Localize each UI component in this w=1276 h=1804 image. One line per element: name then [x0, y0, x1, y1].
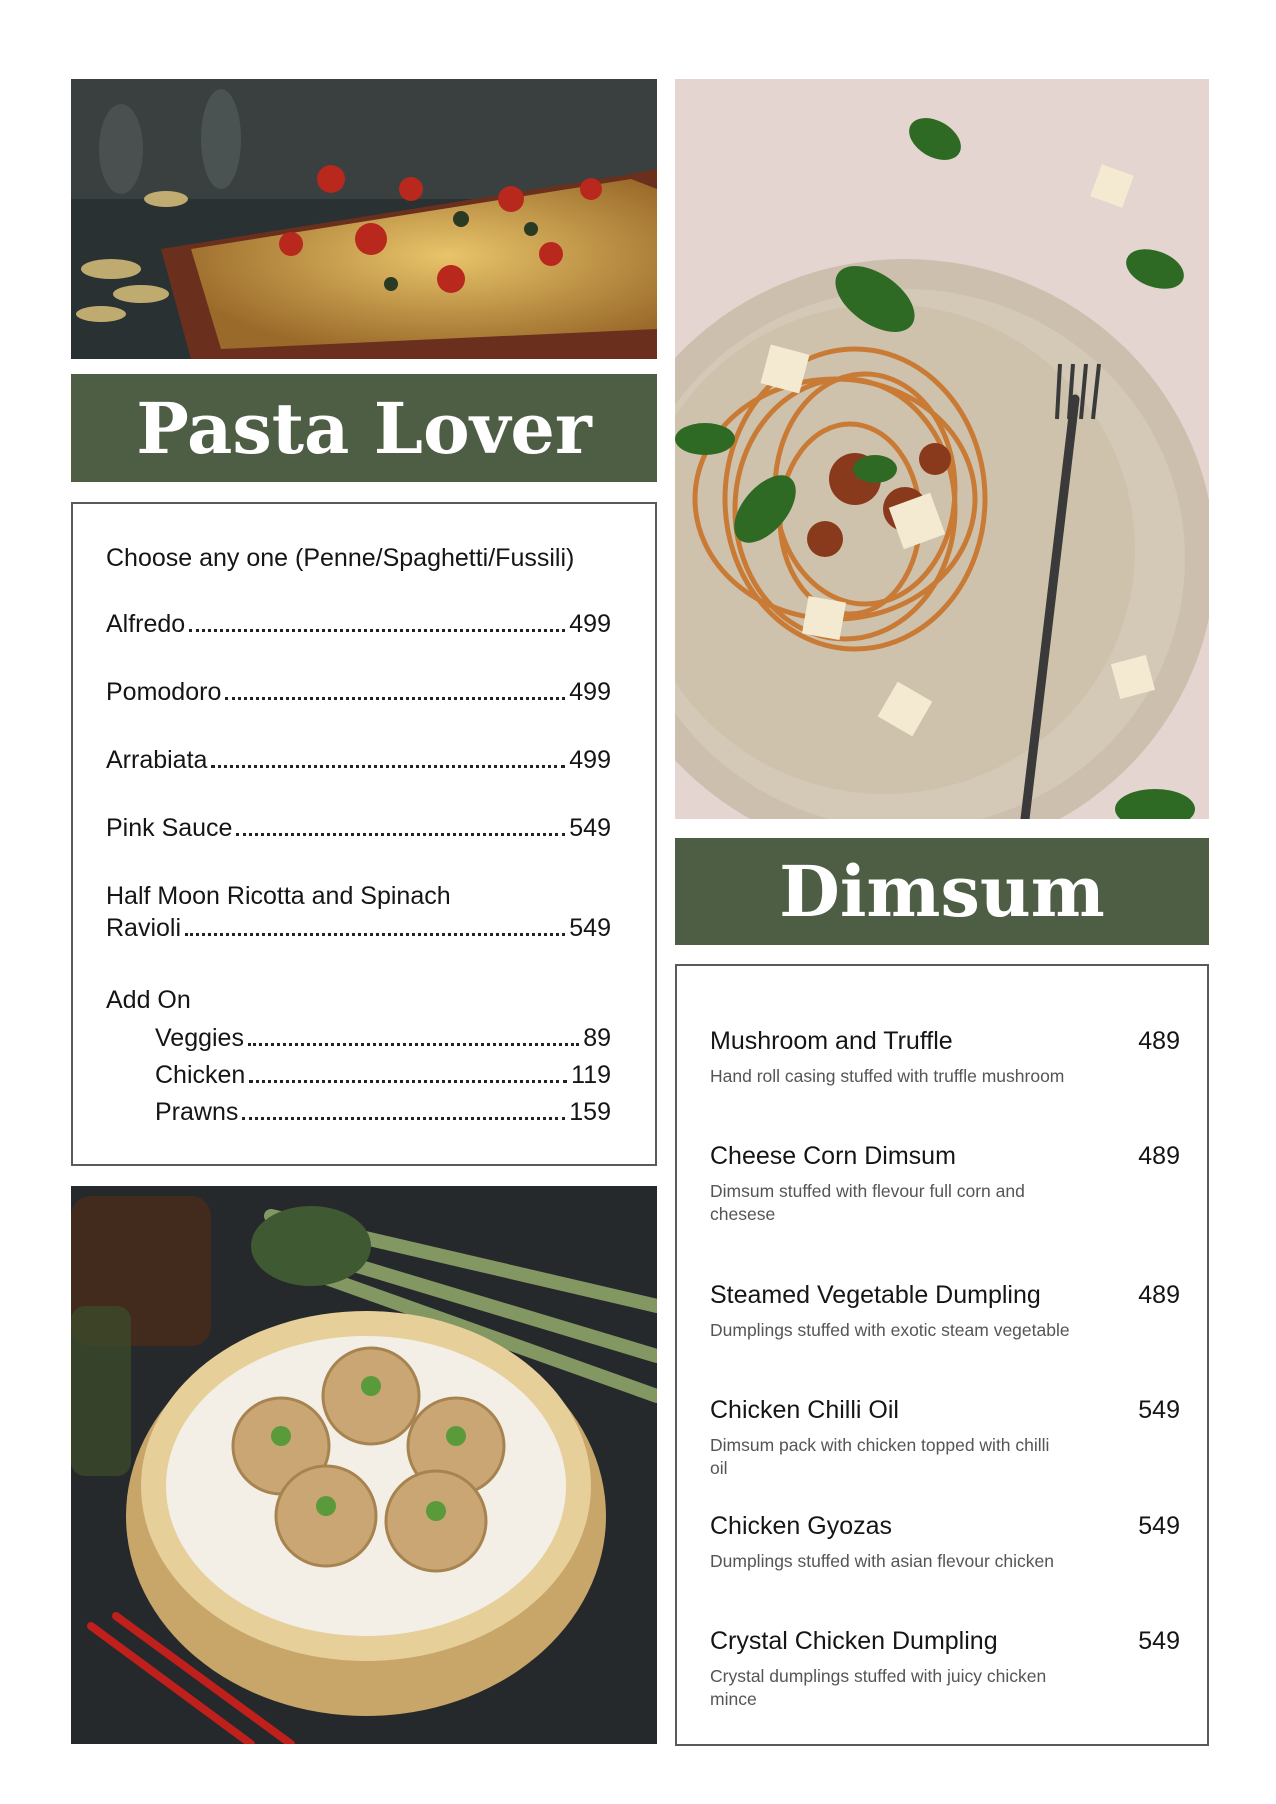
dimsum-item-steamed-vegetable [710, 1281, 1180, 1342]
menu-item-pink-sauce [106, 814, 611, 843]
dimsum-item-chicken-gyozas [710, 1512, 1180, 1573]
item-description: Dumplings stuffed with exotic steam vegetable [710, 1320, 1070, 1340]
item-price: 159 [569, 1098, 611, 1126]
dot-leader [236, 833, 565, 836]
dimsum-item-crystal-chicken [710, 1627, 1180, 1711]
item-name: Cheese Corn Dimsum [710, 1142, 956, 1170]
spaghetti-plate-photo [675, 79, 1209, 819]
item-price: 489 [1138, 1027, 1180, 1055]
pasta-choose-text: Choose any one (Penne/Spaghetti/Fussili) [106, 544, 575, 572]
item-description: Dimsum pack with chicken topped with chilli oil [710, 1435, 1050, 1478]
menu-item-ravioli [106, 914, 611, 943]
item-price: 119 [571, 1061, 611, 1089]
dimsum-steamer-photo [71, 1186, 657, 1744]
menu-item-ravioli-line1 [106, 882, 611, 911]
dot-leader [185, 933, 565, 936]
dimsum-menu-panel [675, 964, 1209, 1746]
dot-leader [225, 697, 565, 700]
dimsum-banner [675, 838, 1209, 945]
item-description: Crystal dumplings stuffed with juicy chicken mince [710, 1666, 1047, 1709]
menu-item-arrabiata [106, 746, 611, 775]
item-price: 549 [1138, 1627, 1180, 1655]
addon-prawns [155, 1098, 611, 1127]
pasta-menu-panel [71, 502, 657, 1166]
item-name: Pink Sauce [106, 814, 233, 842]
pasta-section-title: Pasta Lover [136, 386, 592, 470]
baked-pasta-photo [71, 79, 657, 359]
dimsum-item-mushroom-truffle [710, 1027, 1180, 1088]
item-price: 489 [1138, 1142, 1180, 1170]
item-name: Pomodoro [106, 678, 222, 706]
item-price: 549 [1138, 1512, 1180, 1540]
dimsum-item-cheese-corn [710, 1142, 1180, 1226]
addon-chicken [155, 1061, 611, 1090]
item-name: Crystal Chicken Dumpling [710, 1627, 998, 1655]
addon-veggies [155, 1024, 611, 1053]
item-price: 499 [569, 610, 611, 638]
item-name: Mushroom and Truffle [710, 1027, 953, 1055]
item-name: Ravioli [106, 914, 182, 942]
item-description: Dumplings stuffed with asian flevour chicken [710, 1551, 1055, 1571]
dot-leader [211, 765, 565, 768]
item-name: Steamed Vegetable Dumpling [710, 1281, 1041, 1309]
pasta-lover-banner [71, 374, 657, 482]
item-price: 499 [569, 678, 611, 706]
item-price: 499 [569, 746, 611, 774]
dimsum-section-title: Dimsum [779, 850, 1105, 933]
item-price: 549 [1138, 1396, 1180, 1424]
addon-heading [106, 986, 611, 1015]
item-name: Chicken Gyozas [710, 1512, 893, 1540]
item-name: Arrabiata [106, 746, 208, 774]
item-name: Chicken [155, 1061, 246, 1089]
item-name: Prawns [155, 1098, 239, 1126]
item-description: Hand roll casing stuffed with truffle mushroom [710, 1066, 1065, 1086]
item-price: 89 [583, 1024, 611, 1052]
menu-item-pomodoro [106, 678, 611, 707]
dimsum-item-chicken-chilli-oil [710, 1396, 1180, 1480]
dot-leader [242, 1117, 565, 1120]
item-price: 549 [569, 914, 611, 942]
item-name: Half Moon Ricotta and Spinach [106, 882, 451, 910]
item-name: Veggies [155, 1024, 244, 1052]
item-price: 549 [569, 814, 611, 842]
menu-item-alfredo [106, 610, 611, 639]
item-name: Alfredo [106, 610, 186, 638]
pasta-choose-note [106, 544, 646, 573]
item-price: 489 [1138, 1281, 1180, 1309]
dot-leader [248, 1043, 579, 1046]
dot-leader [249, 1080, 567, 1083]
dot-leader [189, 629, 565, 632]
item-description: Dimsum stuffed with flevour full corn and chesese [710, 1181, 1025, 1224]
item-name: Chicken Chilli Oil [710, 1396, 899, 1424]
addon-label: Add On [106, 986, 191, 1014]
